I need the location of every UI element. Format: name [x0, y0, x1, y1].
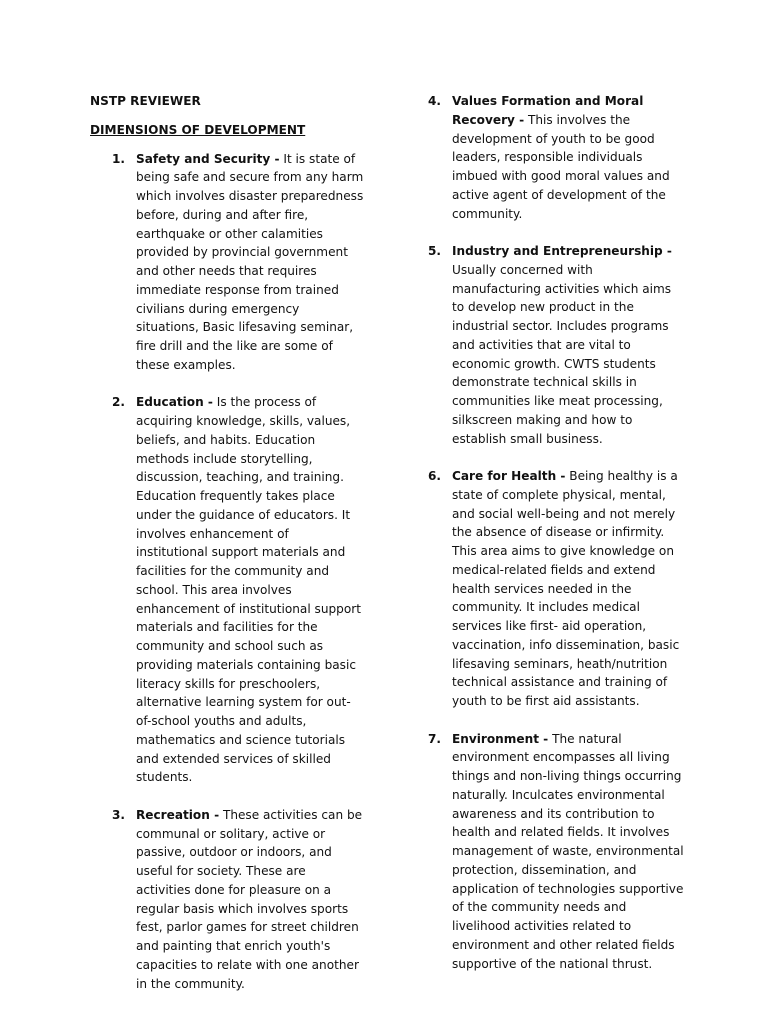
item-title: Environment - — [452, 731, 549, 746]
list-item — [428, 730, 684, 974]
section-heading: DIMENSIONS OF DEVELOPMENT — [90, 122, 306, 137]
item-title: Safety and Security - — [136, 151, 280, 166]
item-number: 4. — [428, 94, 442, 108]
item-text: Being healthy is a state of complete physical, mental, and social well-being and not merely the absence of disease or infirmity. This area aims to give knowledge on medical-related fields and extend health services needed in the community. It includes medical services like first- aid operation, vaccination, info dissemination, basic lifesaving seminars, heath/nutrition technical assistance and training of youth to be first aid assistants. — [452, 469, 680, 708]
item-text: This involves the development of youth to be good leaders, responsible individuals imbued with good moral values and active agent of development of the community. — [452, 112, 670, 221]
item-title: Education - — [136, 395, 213, 410]
item-text: Usually concerned with manufacturing activities which aims to develop new product in the industrial sector. Includes programs and activities that are vital to economic growth. CWTS students demonstrate technical skills in communities like meat processing, silkscreen making and how to establish small business. — [452, 262, 672, 446]
list-item — [428, 242, 684, 448]
list-item — [90, 806, 364, 994]
left-column — [90, 92, 364, 1012]
item-text: Is the process of acquiring knowledge, skills, values, beliefs, and habits. Education methods include storytelling, discussion, teaching, and training. Education frequently takes place under the guidance of educators. It involves enhancement of institutional support materials and facilities for the community and school. This area involves enhancement of institutional support materials and facilities for the community and school such as providing materials containing basic literacy skills for preschoolers, alternative learning system for out-of-school youths and adults, mathematics and science tutorials and extended services of skilled students. — [136, 395, 361, 785]
document-title: NSTP REVIEWER — [90, 94, 201, 108]
item-title: Industry and Entrepreneurship - — [452, 244, 672, 258]
item-title: Recreation - — [136, 807, 220, 822]
list-item — [428, 92, 684, 223]
item-title: Values Formation and Moral Recovery - — [452, 94, 644, 127]
dimensions-list-left — [90, 150, 364, 994]
item-number: 3. — [112, 807, 126, 822]
right-column — [428, 92, 684, 992]
item-number: 5. — [428, 244, 442, 258]
item-number: 7. — [428, 731, 442, 746]
list-item — [90, 393, 364, 787]
item-text: It is state of being safe and secure from any harm which involves disaster preparedness before, during and after fire, earthquake or other calamities provided by provincial government and other needs that requires immediate response from trained civilians during emergency situations, Basic lifesaving seminar, fire drill and the like are some of these examples. — [136, 151, 364, 372]
list-item — [428, 467, 684, 711]
item-number: 6. — [428, 469, 442, 483]
item-text: These activities can be communal or solitary, active or passive, outdoor or indoors, and useful for society. These are activities done for pleasure on a regular basis which involves sports fest, parlor games for street children and painting that enrich youth's capacities to relate with one another in the community. — [136, 807, 363, 991]
list-item — [90, 150, 364, 375]
item-number: 1. — [112, 151, 126, 166]
dimensions-list-right — [428, 92, 684, 973]
item-text: The natural environment encompasses all living things and non-living things occurring naturally. Inculcates environmental awareness and its contribution to health and related fields. It involves management of waste, environmental protection, dissemination, and application of technologies supportive of the community needs and livelihood activities related to environment and other related fields supportive of the national thrust. — [452, 731, 684, 971]
item-title: Care for Health - — [452, 469, 566, 483]
item-number: 2. — [112, 395, 126, 410]
